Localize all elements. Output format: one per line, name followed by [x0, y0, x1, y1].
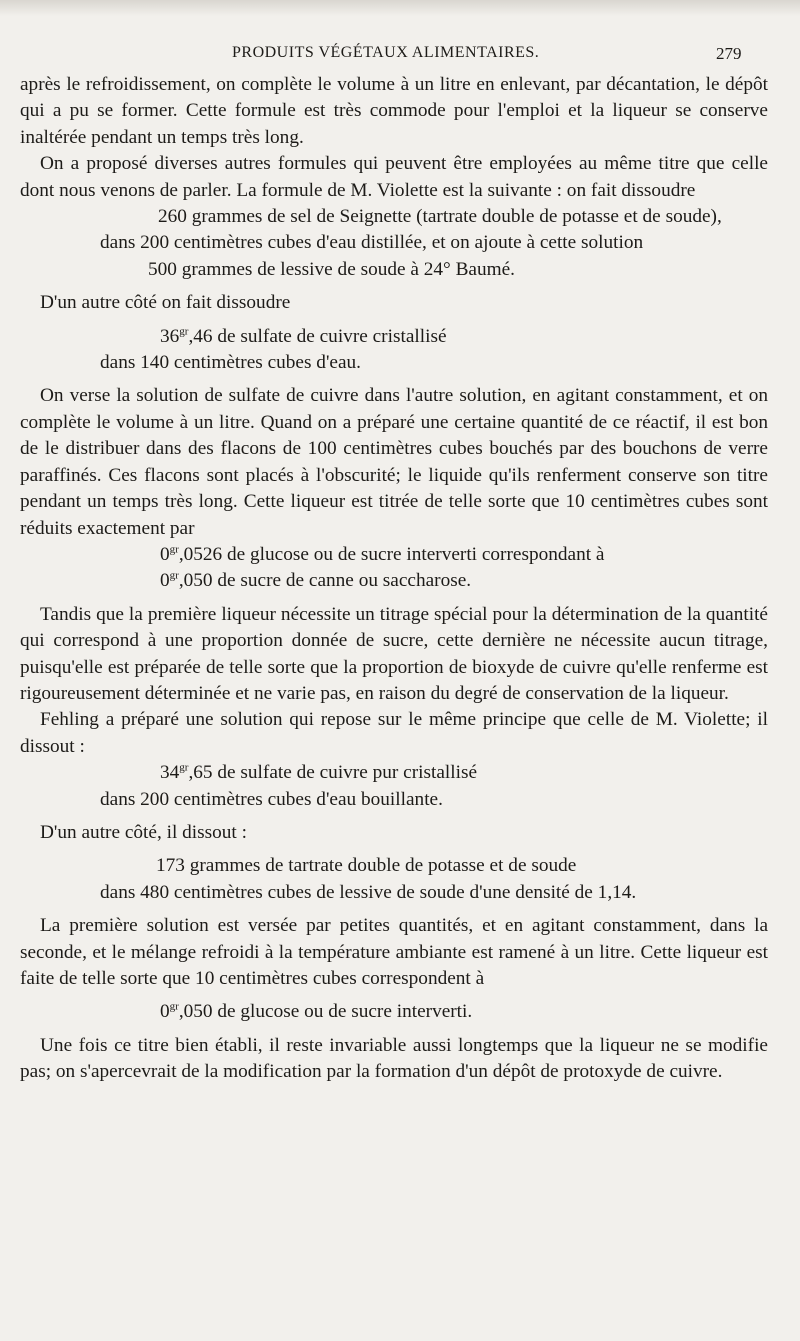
equivalence-block	[20, 999, 768, 1025]
recipe-line: dans 200 centimètres cubes d'eau distillée, et on ajoute à cette solution	[100, 232, 644, 254]
paragraph-6: Fehling a préparé une solution qui repose sur le même principe que celle de M. Violette; il dissout :	[20, 709, 768, 757]
recipe-fehling-tartrate-block	[20, 853, 768, 906]
recipe-line: dans 140 centimètres cubes d'eau.	[100, 352, 362, 374]
recipe-line: 173 grammes de tartrate double de potasse et de soude	[156, 855, 577, 877]
running-title: PRODUITS VÉGÉTAUX ALIMENTAIRES.	[232, 44, 540, 61]
paragraph-4: On verse la solution de sulfate de cuivre dans l'autre solution, en agitant constamment, et on complète le volume à un litre. Quand on a préparé une certaine quantité de ce réactif, il est bon de le distribuer dans des flacons de 100 centimètres cubes bouchés par des bouchons de verre paraffinés. Ces flacons sont placés à l'obscurité; le liquide qu'ils renferment conserve son titre pendant un temps très long. Cette liqueur est titrée de telle sorte que 10 centimètres cubes sont réduits exactement par	[20, 385, 768, 539]
recipe-line: 500 grammes de lessive de soude à 24° Baumé.	[148, 258, 516, 280]
paragraph-2: On a proposé diverses autres formules qui peuvent être employées au même titre que celle dont nous venons de parler. La formule de M. Violette est la suivante : on fait dissoudre	[20, 153, 768, 201]
paragraph-1: après le refroidissement, on complète le volume à un litre en enlevant, par décantation, le dépôt qui a pu se former. Cette formule est très commode pour l'emploi et la liqueur se conserve inaltérée pendant un temps très long.	[20, 74, 768, 148]
paragraph-8: La première solution est versée par petites quantités, et en agitant constamment, dans la seconde, et le mélange refroidi à la température ambiante est ramené à un litre. Cette liqueur est faite de telle sorte que 10 centimètres cubes correspondent à	[20, 915, 768, 989]
recipe-fehling-copper-block	[20, 760, 768, 813]
recipe-copper-block	[20, 324, 768, 377]
page-body	[20, 72, 768, 1086]
page-top-edge	[0, 0, 800, 16]
paragraph-3: D'un autre côté on fait dissoudre	[40, 292, 291, 314]
paragraph-5: Tandis que la première liqueur nécessite un titrage spécial pour la détermination de la quantité qui correspond à une proportion donnée de sucre, cette dernière ne nécessite aucun titrage, puisqu'elle est préparée de telle sorte que la proportion de bioxyde de cuivre qu'elle renferme est rigoureusement déterminée et ne varie pas, en raison du degré de conservation de la liqueur.	[20, 603, 768, 704]
equivalence-line: $0^{gr},050$ de sucre de canne ou saccharose.	[160, 569, 472, 592]
equivalence-block	[20, 542, 768, 595]
recipe-line: $36^{gr},46$ de sulfate de cuivre cristallisé	[160, 325, 447, 347]
page-number: 279	[716, 44, 742, 63]
recipe-line: 260 grammes de sel de Seignette (tartrate double de potasse et de soude),	[158, 206, 722, 228]
paragraph-7: D'un autre côté, il dissout :	[40, 821, 247, 843]
page-header	[0, 44, 800, 68]
equivalence-line: $0^{gr},050$ de glucose ou de sucre interverti.	[160, 1000, 473, 1023]
equivalence-line: $0^{gr},0526$ de glucose ou de sucre interverti correspondant à	[160, 543, 605, 565]
recipe-line: $34^{gr},65$ de sulfate de cuivre pur cristallisé	[160, 761, 478, 784]
recipe-violette-block	[20, 204, 768, 283]
recipe-line: dans 200 centimètres cubes d'eau bouillante.	[100, 788, 443, 810]
recipe-line: dans 480 centimètres cubes de lessive de soude d'une densité de 1,14.	[100, 881, 637, 903]
paragraph-9: Une fois ce titre bien établi, il reste invariable aussi longtemps que la liqueur ne se modifie pas; on s'apercevrait de la modification par la formation d'un dépôt de protoxyde de cuivre.	[20, 1034, 768, 1083]
